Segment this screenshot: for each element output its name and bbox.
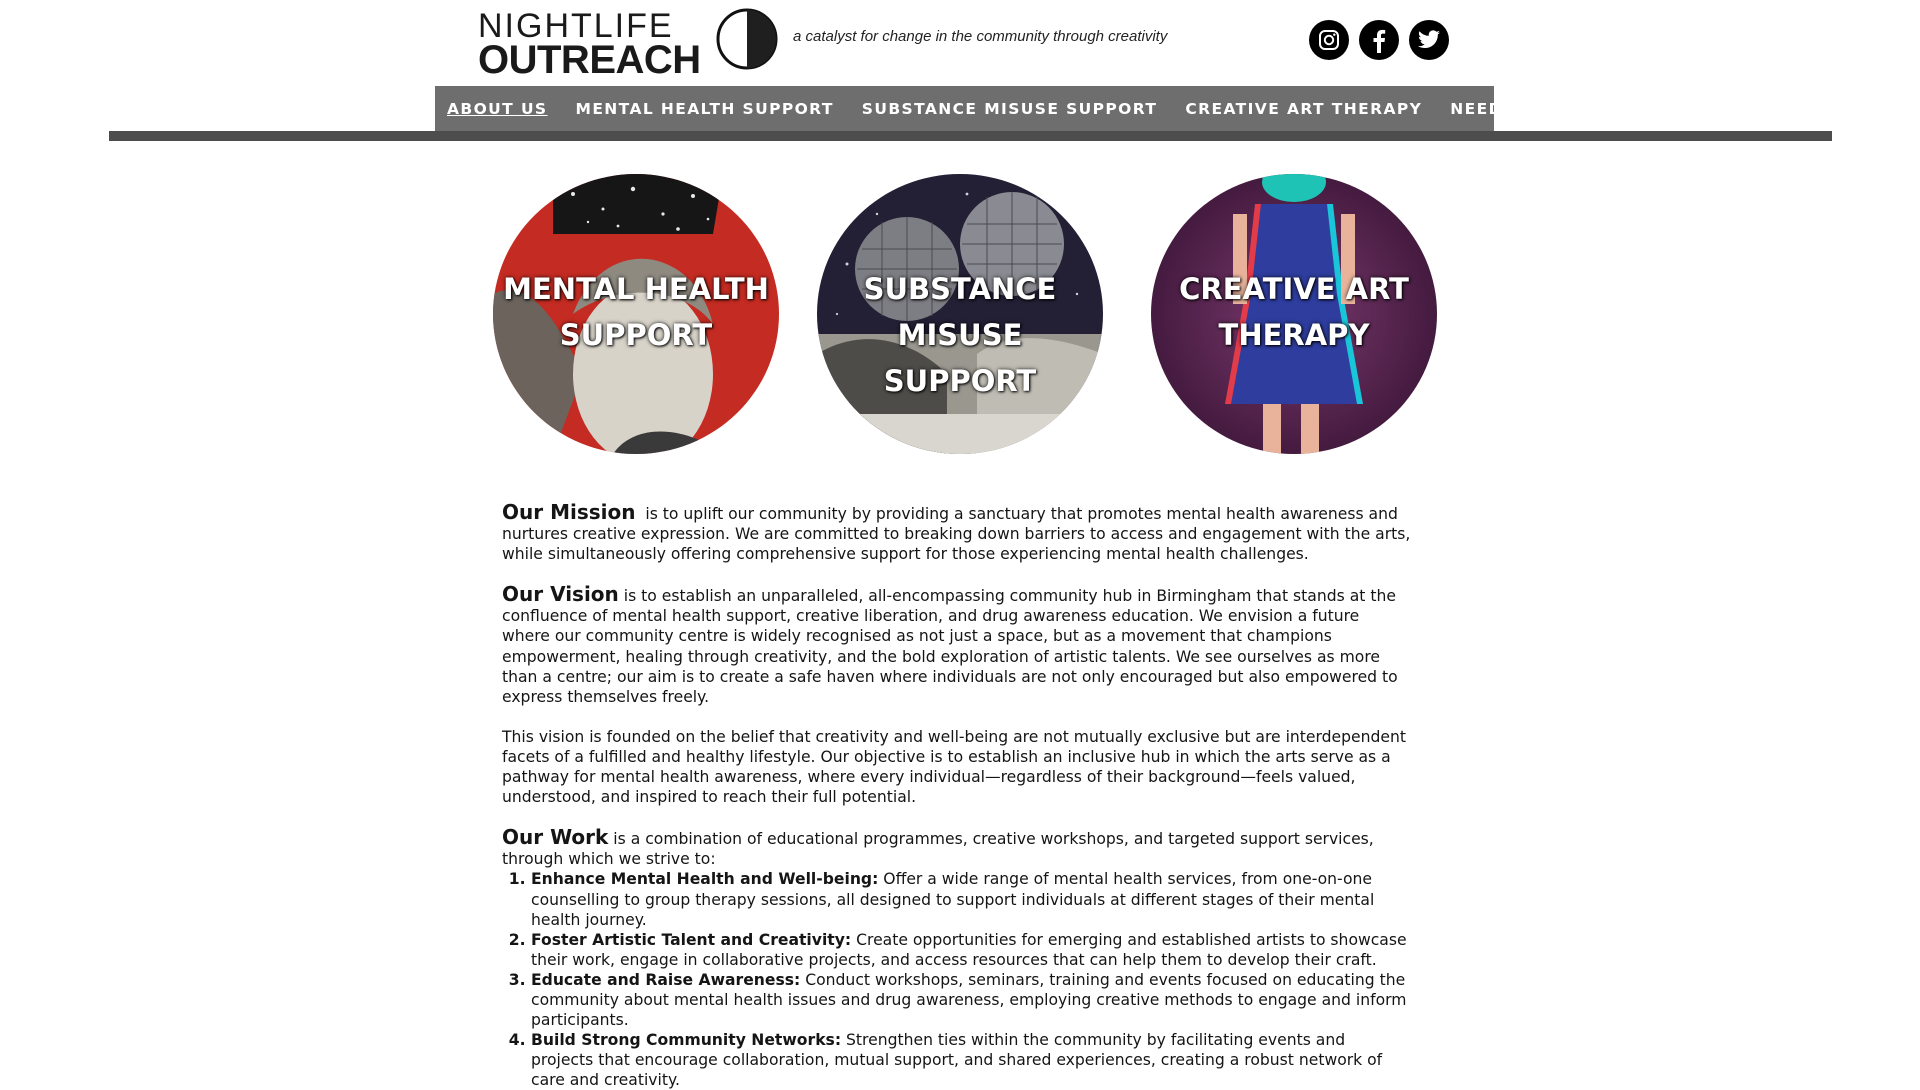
list-item: 4. Build Strong Community Networks: Strengthen ties within the community by facilitating events and projects that encourage collaboration, mutual support, and shared experiences, creating a robust network of care and creativity.	[531, 1030, 1412, 1090]
card-mental-health-support[interactable]	[493, 174, 779, 454]
work-list	[502, 869, 1412, 1090]
vision-heading: Our Vision	[502, 582, 619, 607]
logo-line1: NIGHTLIFE	[478, 7, 674, 45]
nav-need-help[interactable]: NEED HELP ?	[1450, 99, 1578, 118]
main-nav	[435, 86, 1578, 131]
mission-heading: Our Mission	[502, 500, 636, 524]
vision-paragraph	[502, 584, 1412, 707]
nav-substance-misuse-support[interactable]: SUBSTANCE MISUSE SUPPORT	[861, 99, 1158, 118]
work-text: is a combination of educational programmes, creative workshops, and targeted support services, through which we strive to:	[502, 830, 1374, 869]
list-item: 1. Enhance Mental Health and Well-being: Offer a wide range of mental health services, from one-on-one counselling to group therapy sessions, all designed to support individuals at different stages of their mental health journey.	[531, 869, 1412, 929]
mission-paragraph	[502, 500, 1416, 564]
vision-text: is to establish an unparalleled, all-encompassing community hub in Birmingham that stands at the confluence of mental health support, creative liberation, and drug awareness education. We envision a future where our community centre is widely recognised as not just a space, but as a movement that champions empowerment, healing through creativity, and the bold exploration of artistic talents. We see ourselves as more than a centre; our aim is to create a safe haven where individuals are not only encouraged but also empowered to express themselves freely.	[502, 587, 1398, 706]
half-moon-logo-icon	[716, 8, 778, 70]
about-content	[502, 500, 1416, 1090]
logo-line2: OUTREACH	[478, 38, 701, 82]
card-label: MENTAL HEALTH SUPPORT	[503, 272, 769, 352]
work-heading: Our Work	[502, 825, 609, 850]
belief-paragraph: This vision is founded on the belief that creativity and well-being are not mutually exclusive but are interdependent facets of a fulfilled and healthy lifestyle. Our objective is to establish an inclusive hub in which the arts serve as a pathway for mental health awareness, where every individual—regardless of their background—feels valued, understood, and inspired to reach their full potential.	[502, 727, 1407, 807]
list-item: 2. Foster Artistic Talent and Creativity: Create opportunities for emerging and established artists to showcase their work, engage in collaborative projects, and access resources that can help them to develop their craft.	[531, 930, 1412, 970]
nav-mental-health-support[interactable]: MENTAL HEALTH SUPPORT	[575, 99, 834, 118]
tagline: a catalyst for change in the community through creativity	[793, 28, 1168, 45]
work-paragraph	[502, 827, 1412, 869]
facebook-icon[interactable]	[1359, 20, 1399, 60]
twitter-icon[interactable]	[1409, 20, 1449, 60]
card-substance-misuse-support[interactable]	[817, 174, 1103, 454]
nav-creative-art-therapy[interactable]: CREATIVE ART THERAPY	[1185, 99, 1423, 118]
card-label: CREATIVE ART THERAPY	[1179, 272, 1409, 352]
nav-about-us[interactable]: ABOUT US	[447, 99, 548, 118]
list-item: 3. Educate and Raise Awareness: Conduct workshops, seminars, training and events focused on educating the community about mental health issues and drug awareness, employing creative methods to engage and inform participants.	[531, 970, 1412, 1030]
instagram-icon[interactable]	[1309, 20, 1349, 60]
card-label: SUBSTANCE MISUSE SUPPORT	[863, 272, 1057, 398]
mission-text: is to uplift our community by providing a sanctuary that promotes mental health awareness and nurtures creative expression. We are committed to breaking down barriers to access and engagement with the arts, while simultaneously offering comprehensive support for those experiencing mental health challenges.	[502, 505, 1416, 564]
social-links	[1309, 20, 1449, 60]
card-creative-art-therapy[interactable]	[1151, 174, 1437, 454]
header-divider	[109, 131, 1832, 141]
